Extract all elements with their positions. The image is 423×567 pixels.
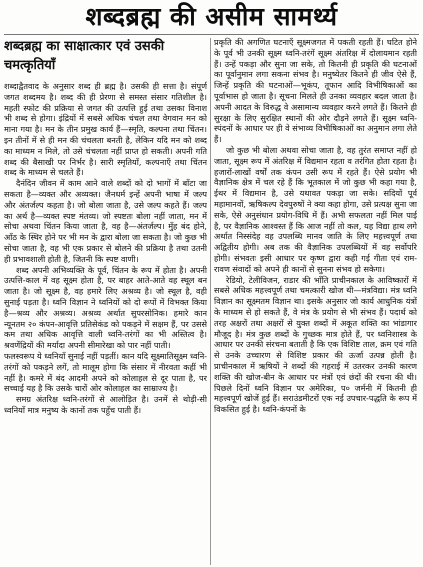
paragraph: शब्दाद्वैतवाद के अनुसार शब्द ही ब्रह्म है। उसकी ही सत्ता है। संपूर्ण जगत शब्दमय है। शब्द की ही प्रेरणा से समस्त संसार गतिशील है। महती स्फोट की प्रक्रिया से जगत की उत्पत्ति हुई तथा उसका विनाश भी शब्द से होगा। इंद्रियों में सबसे अधिक चंचल तथा वेगवान मन को माना गया है। मन के तीन प्रमुख कार्य हैं—स्मृति, कल्पना तथा चिंतन। इन तीनों में से ही मन की चंचलता बनती है, लेकिन यदि मन को शब्द का माध्यम न मिले, तो उसे चंचलता नहीं प्राप्त हो सकती। अपनी गति शब्द की बैसाखी पर निर्भर है। सारी स्मृतियाँ, कल्पनाएँ तथा चिंतन शब्द के माध्यम से चलते हैं।: [4, 81, 207, 178]
right-column: [214, 37, 417, 565]
headline-rule: [4, 34, 419, 35]
paragraph: फलस्वरूप ये ध्वनियाँ सुनाई नहीं पड़तीं। कान यदि सूक्ष्मातिसूक्ष्म ध्वनि-तरंगों को पकड़ने लगें, तो मालूम होगा कि संसार में नीरवता कहीं भी नहीं है। कमरे में बंद आदमी अपने को कोलाहल से दूर पाता है, पर सच्चाई यह है कि उसके चारों ओर कोलाहल का साम्राज्य है।: [4, 350, 207, 394]
paragraph: दैनंदिन जीवन में काम आने वाले शब्दों को दो भागों में बाँटा जा सकता है—व्यक्त और अव्यक्त। जैनधर्म इन्हें अपनी भाषा में जल्प और अंतर्जल्प कहता है। जो बोला जाता है, उसे जल्प कहते हैं। जल्प का अर्थ है—व्यक्त स्पष्ट मंतव्य। जो स्पष्टतः बोला नहीं जाता, मन में सोचा अथवा चिंतन किया जाता है, वह है—अंतर्जल्प। मुँह बंद होने, आँठ के स्थिर होने पर भी मन के द्वारा बोला जा सकता है। जो कुछ भी सोचा जाता है, वह भी एक प्रकार से बोलने की प्रक्रिया है तथा उतनी ही प्रभावशाली होती है, जितनी कि स्पष्ट वाणी।: [4, 178, 207, 264]
paragraph: समग्र अंतरिक्ष ध्वनि-तरंगों से आलोड़ित है। उनमें से थोड़ी-सी ध्वनियाँ मात्र मनुष्य के कानों तक पहुँच पाती हैं।: [4, 394, 207, 415]
article-headline: शब्दब्रह्म की असीम सामर्थ्य: [85, 2, 338, 31]
column-divider: [210, 38, 211, 565]
paragraph: शब्द अपनी अभिव्यक्ति के पूर्व, चिंतन के रूप में होता है। अपनी उत्पत्ति-काल में वह सूक्ष्म होता है, पर बाहर आते-आते वह स्थूल बन जाता है। जो सूक्ष्म है, वह हमारे लिए अश्रव्य है। जो स्थूल है, वही सुनाई पड़ता है। ध्वनि विज्ञान ने ध्वनियों को दो रूपों में विभक्त किया है—श्रव्य और अश्रव्य। अश्रव्य अर्थात सुपरसोनिक। हमारे कान न्यूनतम २० कंपन-आवृत्ति प्रतिसेकंड को पकड़ने में सक्षम हैं, पर उससे कम तथा अधिक आवृत्ति वाली ध्वनि-तरंगों का भी अस्तित्व है। श्रवणेंद्रियों की मर्यादा अपनी सीमारेखा को पार नहीं पाती।: [4, 264, 207, 351]
paragraph: रेडियो, टेलीविजन, राडार की भाँति प्राचीनकाल के आविष्कारों में सबसे अधिक महत्त्वपूर्ण तथा चमत्कारी खोज थी—मंत्रविद्या। मंत्र ध्वनि विज्ञान का सूक्ष्मतम विज्ञान था। इसके अनुसार जो कार्य आधुनिक यंत्रों के माध्यम से हो सकते हैं, वे मंत्र के प्रयोग से भी संभव हैं। पदार्थ को तरह अक्षरों तथा अक्षरों से युक्त शब्दों में अकूत शक्ति का भांडागार मौजूद है। मंत्र कुछ शब्दों के गुच्छक मात्र होते हैं, पर ध्वनिशास्त्र के आधार पर उनकी संरचना बताती है कि एक विशिष्ट ताल, क्रम एवं गति से उनके उच्चारण से विशिष्ट प्रकार की ऊर्जा उत्पन्न होती है। प्राचीनकाल में ऋषियों ने शब्दों की गहराई में उतरकर उनकी कारण शक्ति की खोज-बीन के आधार पर मंत्रों एवं छंदों की रचना की थी। पिछले दिनों ध्वनि विज्ञान पर अमेरिका, प० जर्मनी में कितनी ही महत्त्वपूर्ण खोजें हुई हैं। सराउंडमीटरों एक नई उपचार-पद्धति के रूप में विकसित हुई है। ध्वनि-कंपनों के: [214, 274, 417, 415]
article-subheading: शब्दब्रह्म का साक्षात्कार एवं उसकी चमत्कृतियाँ: [4, 39, 165, 73]
left-column: [4, 37, 207, 565]
paragraph: प्रकृति की अगणित घटनाएँ सूक्ष्मजगत में पकती रहती हैं। घटित होने के पूर्व भी उनकी सूक्ष्म ध्वनि-तरंगें सूक्ष्म अंतरिक्ष में दोलायमान रहती हैं। उन्हें पकड़ा और सुना जा सके, तो कितनी ही प्रकृति की घटनाओं का पूर्वानुमान लगा सकना संभव है। मनुष्येतर कितने ही जीव ऐसे हैं, जिन्हें प्रकृति की घटनाओं—भूकंप, तूफान आदि विभीषिकाओं का पूर्वाभास हो जाता है। सूचना मिलते ही उनका व्यवहार बदल जाता है। अपनी आदत के विरुद्ध वे असामान्य व्यवहार करने लगते हैं। कितने ही सुरक्षा के लिए सुरक्षित स्थानों की ओर दौड़ने लगते हैं। सूक्ष्म ध्वनि-स्पंदनों के आधार पर ही वे संभाव्य विभीषिकाओं का अनुमान लगा लेते हैं।: [214, 37, 417, 145]
paragraph: जो कुछ भी बोला अथवा सोचा जाता है, वह तुरंत समाप्त नहीं हो जाता, सूक्ष्म रूप में अंतरिक्ष में विद्यमान रहता व तरंगित होता रहता है। हजारों-लाखों वर्षों तक कंपन उसी रूप में रहते हैं। ऐसे प्रयोग भी वैज्ञानिक क्षेत्र में चल रहे हैं कि भूतकाल में जो कुछ भी कहा गया है, ईथर में विद्यमान है, उसे यथावत पकड़ा जा सके। सदियों पूर्व महामानवों, ऋषिकल्प देवपुरुषों ने क्या कहा होगा, उसे प्रत्यक्ष सुना जा सके, ऐसे अनुसंधान प्रयोग-विधि में हैं। अभी सफलता नहीं मिल पाई है, पर वैज्ञानिक आश्वस्त हैं कि आज नहीं तो कल, यह विद्या हाथ लगे अर्थात निस्संदेह वह उपलब्धि मानव जाति के लिए महत्त्वपूर्ण तथा अद्वितीय होगी। अब तक की वैज्ञानिक उपलब्धियों में वह सर्वोपरि होगी। संभवतः इसी आधार पर कृष्ण द्वारा कही गई गीता एवं राम-रावण संवादों को अपने ही कानों से सुनना संभव हो सकेगा।: [214, 144, 417, 274]
